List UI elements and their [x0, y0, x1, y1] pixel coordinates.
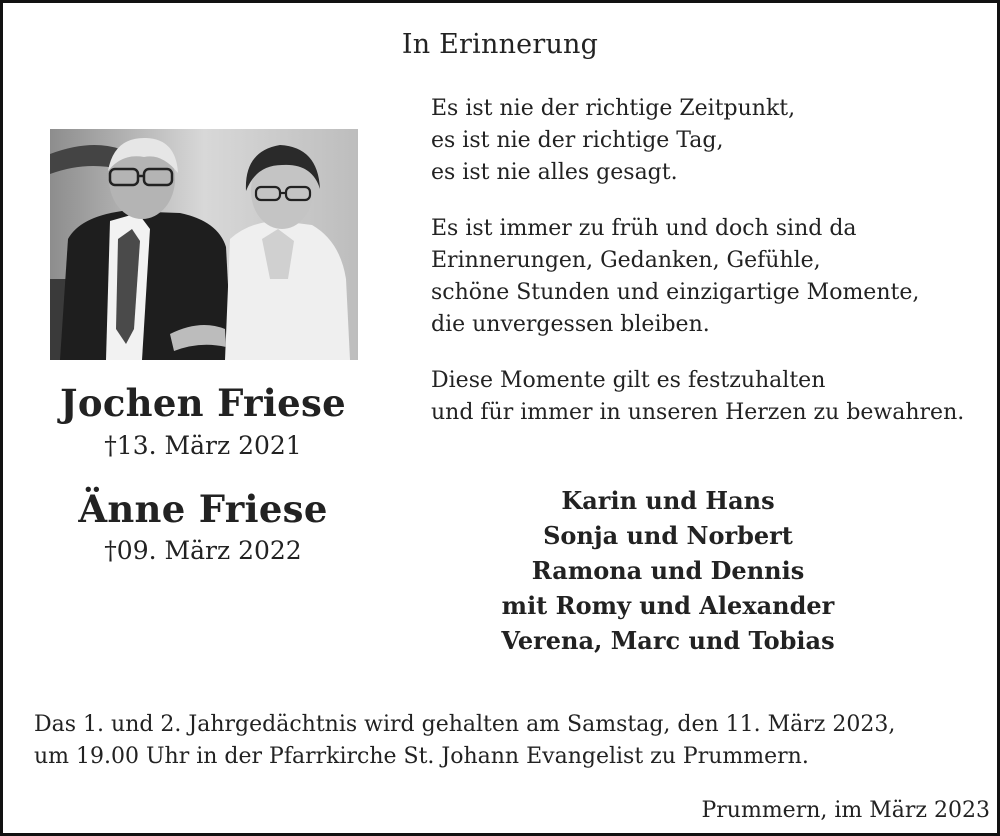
mourner-entry: Verena, Marc und Tobias: [501, 626, 835, 655]
poem-stanza: [431, 93, 991, 189]
deceased-name-aenne: Änne Friese: [78, 487, 328, 531]
mourner-entry: Ramona und Dennis: [531, 556, 805, 585]
poem-line: und für immer in unseren Herzen zu bewahren.: [431, 400, 965, 425]
poem-line: es ist nie alles gesagt.: [431, 160, 678, 185]
place-and-date: Prummern, im März 2023: [701, 798, 990, 823]
deceased-death-date-jochen: †13. März 2021: [104, 431, 302, 460]
service-line: um 19.00 Uhr in der Pfarrkirche St. Johann Evangelist zu Prummern.: [34, 744, 809, 769]
service-line: Das 1. und 2. Jahrgedächtnis wird gehalten am Samstag, den 11. März 2023,: [34, 712, 896, 737]
couple-photo: [50, 129, 358, 360]
deceased-name-jochen: Jochen Friese: [60, 381, 346, 425]
deceased-death-date-aenne: †09. März 2022: [104, 536, 302, 565]
poem-stanza: [431, 365, 991, 429]
memorial-poem: [431, 93, 991, 453]
mourner-entry: mit Romy und Alexander: [501, 591, 835, 620]
poem-line: Diese Momente gilt es festzuhalten: [431, 368, 826, 393]
mourner-entry: Sonja und Norbert: [543, 521, 793, 550]
notice-heading: In Erinnerung: [401, 29, 599, 60]
mourner-entry: Karin und Hans: [561, 486, 775, 515]
poem-line: die unvergessen bleiben.: [431, 312, 710, 337]
service-announcement: [34, 709, 974, 773]
poem-line: Es ist immer zu früh und doch sind da: [431, 216, 857, 241]
poem-line: Erinnerungen, Gedanken, Gefühle,: [431, 248, 821, 273]
poem-line: schöne Stunden und einzigartige Momente,: [431, 280, 920, 305]
poem-stanza: [431, 213, 991, 341]
mourners-list: [433, 483, 903, 658]
poem-line: Es ist nie der richtige Zeitpunkt,: [431, 96, 796, 121]
poem-line: es ist nie der richtige Tag,: [431, 128, 724, 153]
